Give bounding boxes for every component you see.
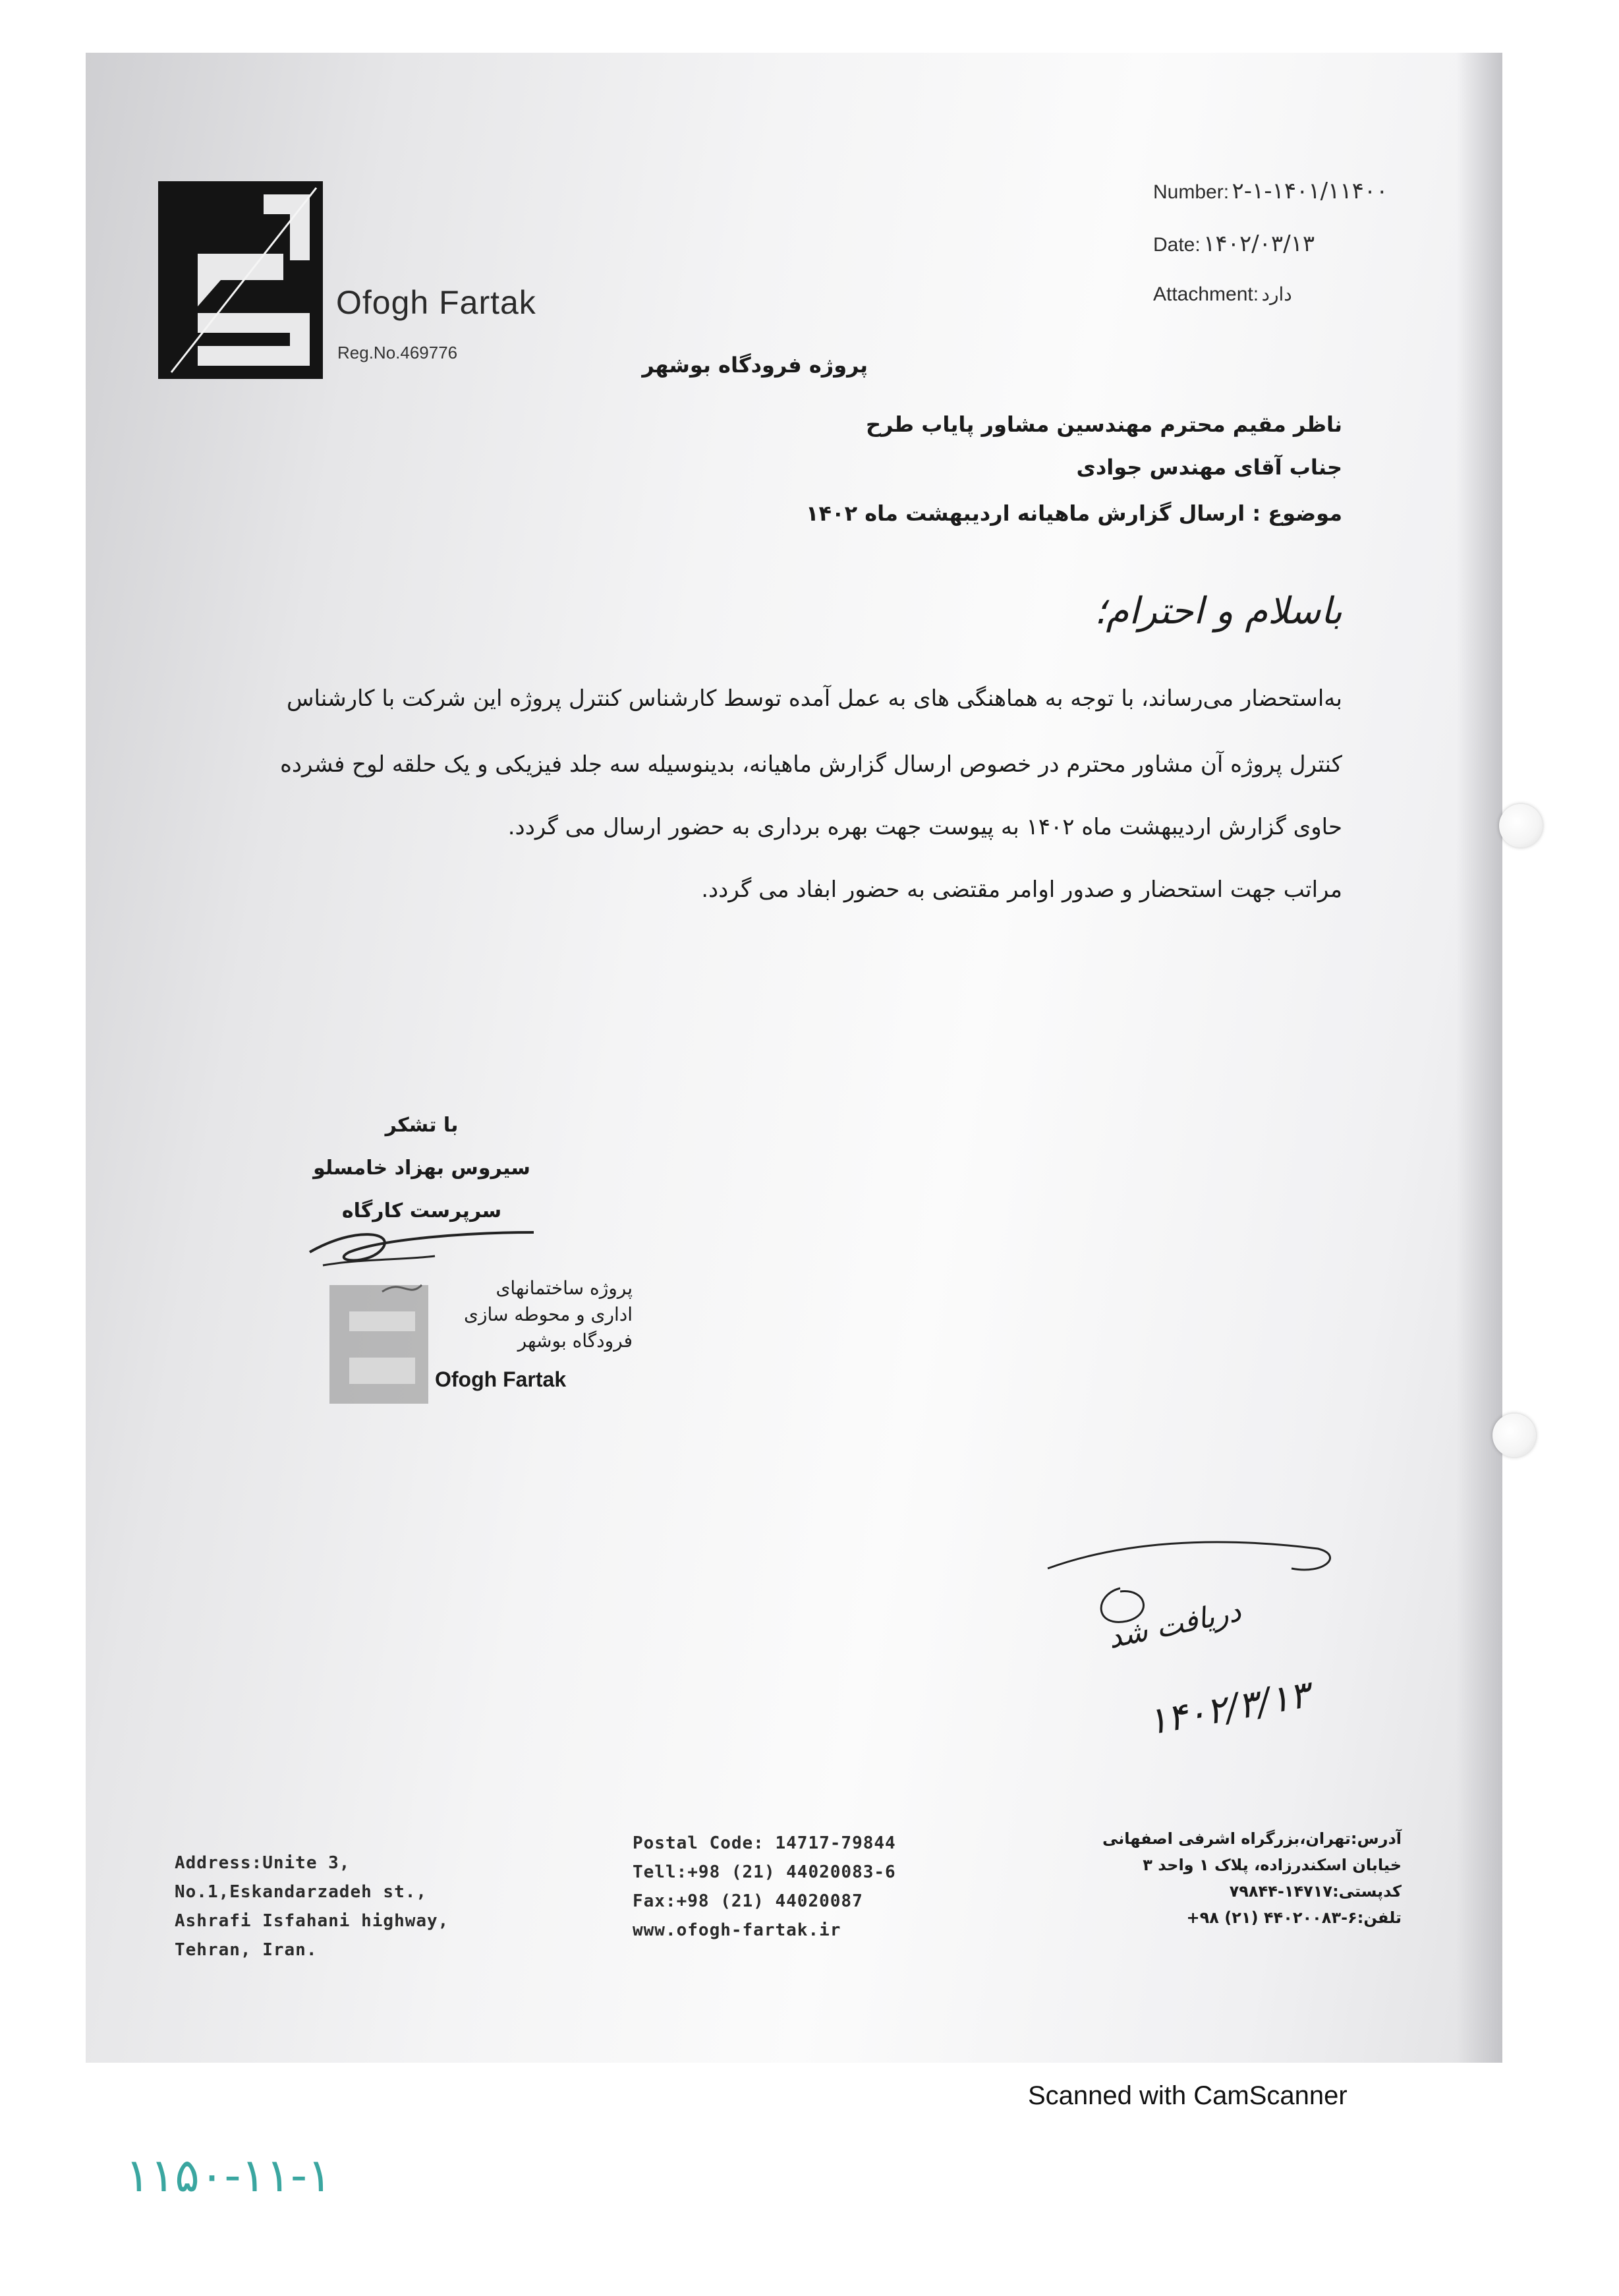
address-line: Ashrafi Isfahani highway, — [175, 1911, 449, 1931]
closing-thanks: با تشکر — [385, 1114, 459, 1137]
fax: Fax:+98 (21) 44020087 — [633, 1891, 863, 1911]
phone: Tell:+98 (21) 44020083-6 — [633, 1862, 896, 1882]
footer-contact — [633, 1829, 896, 1945]
address-fa-line: کدپستی:۱۴۷۱۷-۷۹۸۴۴ — [1229, 1882, 1402, 1901]
number-value: ۲-۱-۱۴۰۱/۱۱۴۰۰ — [1232, 178, 1388, 204]
address-fa-line: آدرس:تهران،بزرگراه اشرفی اصفهانی — [1102, 1829, 1402, 1848]
body-line-2: کنترل پروژه آن مشاور محترم در خصوص ارسال گزارش ماهیانه، بدینوسیله سه جلد فیزیکی و یک حلقه لوح فشرده — [280, 751, 1342, 778]
date-label: Date: — [1153, 234, 1201, 256]
signer-name: سیروس بهزاد خامسلو — [313, 1157, 530, 1180]
scanner-watermark: Scanned with CamScanner — [1028, 2081, 1348, 2110]
punch-hole — [1492, 1414, 1536, 1457]
website: www.ofogh-fartak.ir — [633, 1920, 841, 1940]
handwritten-date: ۱۴۰۲/۳/۱۳ — [1144, 1673, 1313, 1744]
addressee-line-2: جناب آقای مهندس جوادی — [1076, 455, 1342, 480]
attachment-value: دارد — [1261, 283, 1292, 305]
footer-address-en — [175, 1849, 449, 1965]
body-line-4: مراتب جهت استحضار و صدور اوامر مقتضی به حضور ابفاد می گردد. — [701, 876, 1342, 903]
stamp-line-3: فرودگاه بوشهر — [517, 1330, 633, 1352]
handwritten-received: دریافت شد — [1104, 1594, 1244, 1655]
registration-number: Reg.No.469776 — [337, 343, 458, 362]
letter-meta — [1153, 178, 1430, 336]
stamp-text — [435, 1275, 633, 1354]
body-line-1: به‌استحضار می‌رساند، با توجه به هماهنگی های به عمل آمده توسط کارشناس کنترل پروژه این شرکت با کارشناس — [287, 685, 1342, 712]
address-line: Address:Unite 3, — [175, 1853, 351, 1873]
stamp-logo — [329, 1285, 428, 1404]
company-name: Ofogh Fartak — [336, 284, 536, 321]
stamp-line-2: اداری و محوطه سازی — [464, 1304, 633, 1325]
postal-code: Postal Code: 14717-79844 — [633, 1833, 896, 1853]
attachment-label: Attachment: — [1153, 283, 1259, 305]
stamp-line-1: پروژه ساختمانهای — [496, 1277, 633, 1299]
address-line: Tehran, Iran. — [175, 1940, 318, 1960]
greeting: باسلام و احترام؛ — [1094, 590, 1342, 633]
signer-title: سرپرست کارگاه — [341, 1199, 502, 1222]
subject-line: موضوع : ارسال گزارش ماهیانه اردیبهشت ماه ۱۴۰۲ — [805, 501, 1342, 526]
archive-number: ۱۱۵۰-۱۱-۱ — [125, 2148, 332, 2202]
footer-address-fa — [1098, 1825, 1402, 1931]
addressee-line-1: ناظر مقیم محترم مهندسین مشاور پایاب طرح — [865, 412, 1342, 437]
date-value: ۱۴۰۲/۰۳/۱۳ — [1203, 231, 1315, 257]
project-heading: پروژه فرودگاه بوشهر — [642, 353, 868, 378]
stamp-brand: Ofogh Fartak — [435, 1367, 567, 1391]
scan-shadow-edge — [1456, 53, 1502, 2063]
address-fa-line: خیابان اسکندرزاده، پلاک ۱ واحد ۳ — [1143, 1856, 1402, 1874]
number-label: Number: — [1153, 181, 1230, 203]
address-line: No.1,Eskandarzadeh st., — [175, 1882, 428, 1902]
punch-hole — [1499, 804, 1543, 847]
address-fa-line: تلفن:۶-۴۴۰۲۰۰۸۳ (۲۱) ۹۸+ — [1186, 1909, 1402, 1927]
company-logo — [158, 181, 323, 379]
body-line-3: حاوی گزارش اردیبهشت ماه ۱۴۰۲ به پیوست جهت بهره برداری به حضور ارسال می گردد. — [507, 814, 1342, 840]
